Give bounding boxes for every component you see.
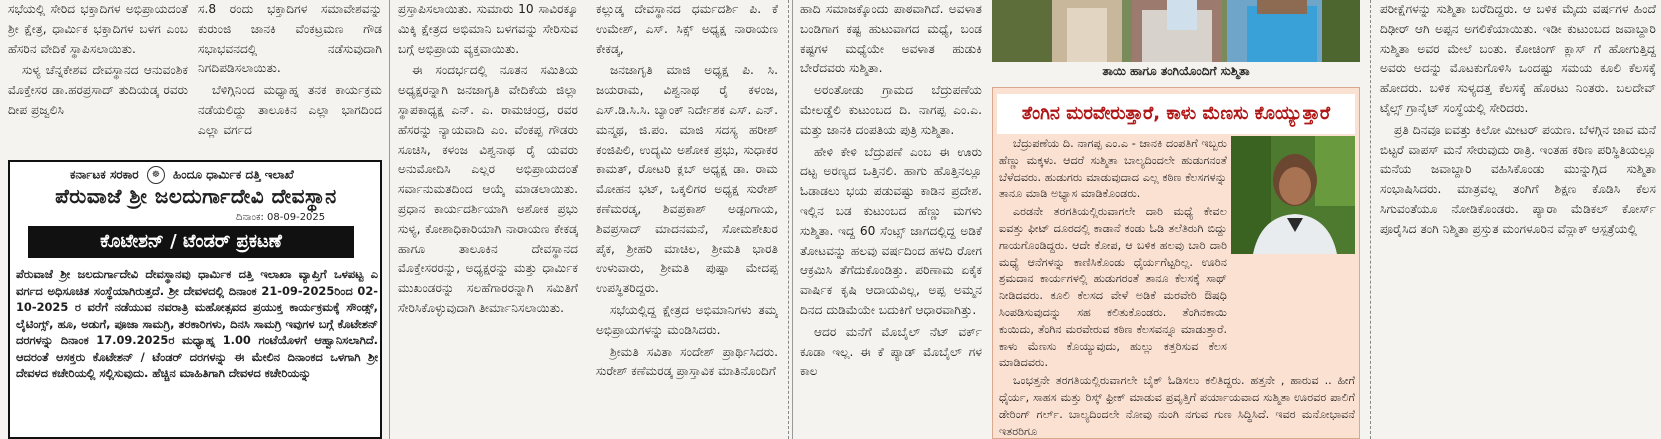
paragraph: ಪ್ರತಿ ದಿನವೂ ಐವತ್ತು ಕಿಲೋ ಮೀಟರ್ ಪಯಣ. ಬೆಳಗ್ಗಿನ ಜಾವ ಮನೆ ಬಿಟ್ಟರೆ ವಾಪಸ್ ಮನೆ ಸೇರುವುದು ರಾತ್ರಿ. ಇಂತಹ ಕಠಿಣ ಪರಿಸ್ಥಿತಿಯಲ್ಲೂ ಮನೆಯ ಜವಾಬ್ದಾರಿ ವಹಿಸಿಕೊಂಡು ಮುನ್ನುಗ್ಗಿದ ಸುಶ್ಮಿತಾ ಸಂಭಾಷಿಸಿದರು. ಮಾತ್ರವಲ್ಲ ತಂಗಿಗೆ ಶಿಕ್ಷಣ ಕೊಡಿಸಿ ಕೆಲಸ ಸಿಗುವಂತೆಯೂ ನೋಡಿಕೊಂಡರು. ಪ್ಯಾರಾ ಮೆಡಿಕಲ್ ಕೋರ್ಸ್ ಪೂರೈಸಿದ ತಂಗಿ ನಿಶ್ಮಿತಾ ಪ್ರಸ್ತುತ ಮಂಗಳೂರಿನ ವೆನ್ಲಾಕ್ ಆಸ್ಪತ್ರೆಯಲ್ಲಿ xyxy=(1380,122,1656,236)
paragraph: ಅರಂತೋಡು ಗ್ರಾಮದ ಬೆದ್ರುಪಣೆಯ ಮೇಲಡ್ಡೆಲಿ ಕುಟುಂಬದ ದಿ. ನಾಗಪ್ಪ ಎಂ.ಎ. ಮತ್ತು ಜಾನಕಿ ದಂಪತಿಯ ಪುತ್ರಿ ಸುಶ್ಮಿತಾ. xyxy=(800,83,982,137)
paragraph: ಸುಳ್ಯ ಚೆನ್ನಕೇಶವ ದೇವಸ್ಥಾನದ ಆನುವಂಶಿಕ ಮೊಕ್ತೇಸರ ಡಾ.ಹರಪ್ರಸಾದ್ ತುದಿಯಡ್ಕ ರವರು ದೀಪ ಪ್ರಜ್ವಲಿಸಿ xyxy=(8,63,188,117)
paragraph: ಕಲ್ಲುಡ್ಕ ದೇವಸ್ಥಾನದ ಧರ್ಮದರ್ಶಿ ಪಿ. ಕೆ ಉಮೇಶ್, ಎಸ್. ಸಿಕ್ಸ್ ಅಧ್ಯಕ್ಷ ನಾರಾಯಣ ಕೇಕಡ್ಕ, xyxy=(596,2,778,56)
paragraph: ಶ್ರೀಮತಿ ಸವಿತಾ ಸಂದೇಶ್ ಪ್ರಾರ್ಥಿಸಿದರು. ಸುರೇಶ್ ಕಣೆಮರಡ್ಕ ಪ್ರಾಸ್ತಾವಿಕ ಮಾತಿನೊಂದಿಗೆ xyxy=(596,344,778,379)
paragraph: ಆದರ ಮನೆಗೆ ಮೊಬೈಲ್ ನೆಟ್ ವರ್ಕ್ ಕೂಡಾ ಇಲ್ಲ. ಈ ಕೆ ಪ್ಯಾಡ್ ಮೊಬೈಲ್ ಗಳ ಕಾಲ xyxy=(800,324,982,379)
paragraph: ಸಭೆಯಲ್ಲಿ ಸೇರಿದ ಭಕ್ತಾದಿಗಳ ಅಭಿಪ್ರಾಯದಂತೆ ಶ್ರೀ ಕ್ಷೇತ್ರ, ಧಾರ್ಮಿಕ ಭಕ್ತಾದಿಗಳ ಬಳಗ ಎಂಬ ಹೆಸರಿನ ವೇದಿಕೆ ಸ್ಥಾಪಿಸಲಾಯಿತು. xyxy=(8,2,188,56)
paragraph: ಸ.8 ರಂದು ಭಕ್ತಾದಿಗಳ ಸಮಾವೇಶವನ್ನು ಕುರುಂಜಿ ಜಾನಕಿ ವೆಂಕಟ್ರಮಣ ಗೌಡ ಸಭಾಭವನದಲ್ಲಿ ನಡೆಸುವುದಾಗಿ ನಿಗದಿಪಡಿಸಲಾಯಿತು. xyxy=(198,2,382,76)
advert-body: ಪೆರುವಾಜೆ ಶ್ರೀ ಜಲದುರ್ಗಾದೇವಿ ದೇವಸ್ಥಾನವು ಧಾರ್ಮಿಕ ದತ್ತಿ ಇಲಾಖಾ ವ್ಯಾಪ್ತಿಗೆ ಒಳಪಟ್ಟ ಎ ವರ್ಗದ ಅಧಿಸೂಚಿತ ಸಂಸ್ಥೆಯಾಗಿರುತ್ತದೆ. ಶ್ರೀ ದೇವಳದಲ್ಲಿ ದಿನಾಂಕ 21-09-2025ರಿಂದ 02-10-2025 ರ ವರೆಗೆ ನಡೆಯುವ ನವರಾತ್ರಿ ಮಹೋತ್ಸವದ ಪ್ರಯುಕ್ತ ಕಾರ್ಯಕ್ರಮಕ್ಕೆ ಸೌಂಡ್ಸ್, ಲೈಟಿಂಗ್ಸ್, ಹೂ, ಅಡುಗೆ, ಪೂಜಾ ಸಾಮಗ್ರಿ, ತರಕಾರಿಗಳು, ದಿನಸಿ ಸಾಮಗ್ರಿ ಇವುಗಳ ಬಗ್ಗೆ ಕೊಟೇಶನ್ ದರಗಳನ್ನು ದಿನಾಂಕ 17.09.2025ರ ಮಧ್ಯಾಹ್ನ 1.00 ಗಂಟೆಯೊಳಗೆ ಆಹ್ವಾನಿಸಲಾಗಿದೆ. ಆದರಂತೆ ಆಸಕ್ತರು ಕೊಟೇಶನ್ / ಟೆಂಡರ್ ದರಗಳನ್ನು ಈ ಮೇಲಿನ ದಿನಾಂಕದ ಒಳಗಾಗಿ ಶ್ರೀ ದೇವಳದ ಕಚೇರಿಯಲ್ಲಿ ಸಲ್ಲಿಸುವುದು. ಹೆಚ್ಚಿನ ಮಾಹಿತಿಗಾಗಿ ದೇವಳದ ಕಚೇರಿಯನ್ನು xyxy=(16,267,378,380)
paragraph: ಪ್ರಸ್ತಾಪಿಸಲಾಯಿತು. ಸುಮಾರು 10 ಸಾವಿರಕ್ಕೂ ಮಿಕ್ಕಿ ಕ್ಷೇತ್ರದ ಅಭಿಮಾನಿ ಬಳಗವನ್ನು ಸೇರಿಸುವ ಬಗ್ಗೆ ಅಭಿಪ್ರಾಯ ವ್ಯಕ್ತವಾಯಿತು. xyxy=(398,2,578,56)
article-column-5 xyxy=(800,0,982,439)
feature-box xyxy=(992,87,1360,439)
department-label: ಹಿಂದೂ ಧಾರ್ಮಿಕ ದತ್ತಿ ಇಲಾಖೆ xyxy=(173,167,294,182)
paragraph: ಸಭೆಯಲ್ಲಿದ್ದ ಕ್ಷೇತ್ರದ ಅಭಿಮಾನಿಗಳು ತಮ್ಮ ಅಭಿಪ್ರಾಯಗಳನ್ನು ಮಂಡಿಸಿದರು. xyxy=(596,302,778,337)
article-column-7 xyxy=(1380,0,1656,439)
paragraph: ಜನಜಾಗೃತಿ ಮಾಜಿ ಅಧ್ಯಕ್ಷ ಪಿ. ಸಿ. ಜಯರಾಮ, ವಿಶ್ವನಾಥ ರೈ ಕಳಂಜ, ಎಸ್.ಡಿ.ಸಿ.ಸಿ. ಬ್ಯಾಂಕ್ ನಿರ್ದೇಶಕ ಎಸ್. ಎನ್. ಮನ್ಮಥ, ಜಿ.ಪಂ. ಮಾಜಿ ಸದಸ್ಯ ಹರೀಶ್ ಕಂಜಿಪಿಲಿ, ಉದ್ಯಮಿ ಅಶೋಕ ಪ್ರಭು, ಸುಧಾಕರ ಕಾಮತ್, ರೋಟರಿ ಕ್ಲಬ್ ಅಧ್ಯಕ್ಷ ಡಾ. ರಾಮ ಮೋಹನ ಭಟ್, ಒಕ್ಕಲಿಗರ ಅಧ್ಯಕ್ಷ ಸುರೇಶ್ ಕಣೆಮರಡ್ಕ, ಶಿವಪ್ರಕಾಶ್ ಅಡ್ಪಂಗಾಯ, ಶಿವಪ್ರಸಾದ್ ಮಾದನಮನೆ, ಸೋಮಶೇಖರ ಪೈಕ, ಶ್ರೀಹರಿ ಮಾಚಿಲ, ಶ್ರೀಮತಿ ಭಾರತಿ ಉಳುವಾರು, ಶ್ರೀಮತಿ ಪುಷ್ಪಾ ಮೇದಪ್ಪ ಉಪಸ್ಥಿತರಿದ್ದರು. xyxy=(596,63,778,296)
govt-label: ಕರ್ನಾಟಕ ಸರಕಾರ xyxy=(70,167,139,182)
advert-header xyxy=(70,166,294,184)
tender-advertisement xyxy=(8,160,382,439)
article-column-4 xyxy=(596,0,778,439)
paragraph: ಹಾದಿ ಸಮಾಜಕ್ಕೊಂದು ಪಾಠವಾಗಿದೆ. ಅವಳಾತ ಬಂಡಿಗಾಗ ಕಷ್ಟ ಹುಟುವಾಗದ ಮಧ್ಯೆ, ಬಂಡ ಕಷ್ಟಗಳ ಮಧ್ಯೆಯೇ ಅವಳಾತ ಹುಡುಕಿ ಬೇರೆದವರು ಸುಶ್ಮಿತಾ. xyxy=(800,2,982,76)
paragraph: ಒಂಭತ್ತನೇ ತರಗತಿಯಲ್ಲಿರುವಾಗಲೇ ಬೈಕ್ ಓಡಿಸಲು ಕಲಿತಿದ್ದರು. ಹತ್ತನೇ , ಹಾರುವ .. ಹೀಗೆ ಧೈರ್ಯ, ಸಾಹಸ ಮತ್ತು ರಿಸ್ಕ್ ಫ್ರೀಕ್ ಮಾಡುವ ಪ್ರವೃತ್ತಿಗೆ ಪರ್ಯಾಯವಾದ ಸುಶ್ಮಿತಾ ಊರವರ ಪಾಲಿಗೆ ಡೇರಿಂಗ್ ಗರ್ಲ್. ಬಾಲ್ಯದಿಂದಲೇ ನೋವು ನುಂಗಿ ನಗುವ ಗುಣ ಸಿದ್ಧಿಸಿದೆ. ಇವರ ಮನೋಭಾವನೆ ಇತರರಿಗೂ xyxy=(999,374,1355,438)
paragraph: ಹೇಳಿ ಕೇಳಿ ಬೆದ್ರುಪಣೆ ಎಂಬ ಈ ಊರು ದಟ್ಟ ಅರಣ್ಯದ ಒತ್ತಿನಲಿ. ಹಾಗು ಹೊತ್ತಿನಲ್ಲೂ ಓಡಾಡಲು ಭಯ ಪಡುವಷ್ಟು ಕಾಡಿನ ಪ್ರದೇಶ. ಇಲ್ಲಿನ ಬಡ ಕುಟುಂಬದ ಹೆಣ್ಣು ಮಗಳು ಸುಶ್ಮಿತಾ. ಇದ್ದ 60 ಸೆಂಟ್ಸ್ ಜಾಗದಲ್ಲಿದ್ದ ಅಡಿಕೆ ತೋಟವನ್ನು ಹಲವು ವರ್ಷದಿಂದ ಹಳದಿ ರೋಗ ಆಕ್ರಮಿಸಿ ತೆಗೆದುಕೊಂಡಿತ್ತು. ಪರಿಣಾಮ ಏಕೈಕ ವಾರ್ಷಿಕ ಕೃಷಿ ಆದಾಯವಿಲ್ಲ, ಅಪ್ಪ ಅಮ್ಮನ ದಿನದ ದುಡಿಮೆಯೇ ಬದುಕಿಗೆ ಆಧಾರವಾಗಿತ್ತು. xyxy=(800,144,982,317)
paragraph: ಎರಡನೇ ತರಗತಿಯಲ್ಲಿರುವಾಗಲೇ ದಾರಿ ಮಧ್ಯೆ ಕೇವಲ ಐವತ್ತು ಫೀಟ್ ದೂರದಲ್ಲಿ ಕಾಡಾನೆ ಕಂಡು ಓಡಿ ತಲೆತಿರುಗಿ ಬಿದ್ದು ಗಾಯಗೊಂಡಿದ್ದರು. ಆದೇ ಕೋಪ, ಆ ಬಳಿಕ ಹಲವು ಬಾರಿ ದಾರಿ ಮಧ್ಯೆ ಆನೆಗಳನ್ನು ಕಾಣಿಸಿಕೊಂಡು ಧೈರ್ಯಗೆಟ್ಟರಿಲ್ಲ. ಊರಿನ ಶ್ರಮದಾನ ಕಾರ್ಯಗಳಲ್ಲಿ ಹುಡುಗರಂತೆ ತಾನೂ ಕೆಲಸಕ್ಕೆ ಸಾಥ್ ನೀಡಿದವರು. ಕೂಲಿ ಕೆಲಸದ ವೇಳೆ ಅಡಿಕೆ ಮರವೇರಿ ಔಷಧಿ ಸಿಂಪಡಿಸುವುದನ್ನು ಸಹ ಕಲಿತುಕೊಂಡರು. ತೆಂಗಿನಕಾಯಿ ಕುಯಿದು, ತೆಂಗಿನ ಮರವೇರುವ ಕಠಿಣ ಕೆಲಸವನ್ನೂ ಮಾಡುತ್ತಾರೆ. ಕಾಳು ಮೆಣಸು ಕೊಯ್ಯುವುದು, ಹುಲ್ಲು ಕತ್ತರಿಸುವ ಕೆಲಸ ಮಾಡಿದವರು. xyxy=(999,205,1227,370)
paragraph: ಈ ಸಂದರ್ಭದಲ್ಲಿ ನೂತನ ಸಮಿತಿಯ ಅಧ್ಯಕ್ಷರನ್ನಾಗಿ ಜನಜಾಗೃತಿ ವೇದಿಕೆಯ ಜಿಲ್ಲಾ ಸ್ಥಾಪಕಾಧ್ಯಕ್ಷ ಎನ್. ಎ. ರಾಮಚಂದ್ರ, ರವರ ಹೆಸರನ್ನು ನ್ಯಾಯವಾದಿ ಎಂ. ವೆಂಕಪ್ಪ ಗೌಡರು ಸೂಚಿಸಿ, ಕಳಂಜ ವಿಶ್ವನಾಥ ರೈ ಯವರು ಅನುಮೋದಿಸಿ ಎಲ್ಲರ ಅಭಿಪ್ರಾಯದಂತೆ ಸರ್ವಾನುಮತದಿಂದ ಆಯ್ಕೆ ಮಾಡಲಾಯಿತು. ಪ್ರಧಾನ ಕಾರ್ಯದರ್ಶಿಯಾಗಿ ಅಶೋಕ ಪ್ರಭು ಸುಳ್ಯ, ಕೋಶಾಧಿಕಾರಿಯಾಗಿ ನಾರಾಯಣ ಕೇಕಡ್ಕ ಹಾಗೂ ತಾಲೂಕಿನ ದೇವಸ್ಥಾನದ ಮೊಕ್ತೇಸರರನ್ನು, ಅಧ್ಯಕ್ಷರನ್ನು ಮತ್ತು ಧಾರ್ಮಿಕ ಮುಖಂಡರನ್ನು ಸಲಹೆಗಾರರನ್ನಾಗಿ ಸಮಿತಿಗೆ ಸೇರಿಸಿಕೊಳ್ಳುವುದಾಗಿ ತೀರ್ಮಾನಿಸಲಾಯಿತು. xyxy=(398,63,578,315)
column-divider xyxy=(792,0,793,439)
column-divider xyxy=(788,0,789,439)
feature-headline: ತೆಂಗಿನ ಮರವೇರುತ್ತಾರೆ, ಕಾಳು ಮೆಣಸು ಕೊಯ್ಯುತ್ತಾರೆ xyxy=(997,94,1355,134)
article-column-3 xyxy=(398,0,578,439)
column-divider xyxy=(389,0,390,439)
advert-date: ದಿನಾಂಕ: 08-09-2025 xyxy=(236,212,326,223)
notice-banner: ಕೊಟೇಶನ್ / ಟೆಂಡರ್ ಪ್ರಕಟಣೆ xyxy=(28,226,354,258)
column-divider xyxy=(1370,0,1371,439)
photo-caption: ತಾಯಿ ಹಾಗೂ ತಂಗಿಯೊಂದಿಗೆ ಸುಶ್ಮಿತಾ xyxy=(1102,64,1250,78)
temple-name: ಪೆರುವಾಜೆ ಶ್ರೀ ಜಲದುರ್ಗಾದೇವಿ ದೇವಸ್ಥಾನ xyxy=(55,184,337,208)
emblem-icon: ☸ xyxy=(147,166,165,184)
paragraph: ಬೆಳಿಗ್ಗಿನಿಂದ ಮಧ್ಯಾಹ್ನ ತನಕ ಕಾರ್ಯಕ್ರಮ ನಡೆಯಲಿದ್ದು ತಾಲೂಕಿನ ಎಲ್ಲಾ ಭಾಗದಿಂದ ಎಲ್ಲಾ ವರ್ಗದ xyxy=(198,83,382,137)
paragraph: ಬೆದ್ರುಪಣೆಯ ದಿ. ನಾಗಪ್ಪ ಎಂ.ಎ - ಜಾನಕಿ ದಂಪತಿಗೆ ಇಬ್ಬರು ಹೆಣ್ಣು ಮಕ್ಕಳು. ಆದರೆ ಸುಶ್ಮಿತಾ ಬಾಲ್ಯದಿಂದಲೇ ಹುಡುಗನಂತೆ ಬೆಳೆದವರು. ಹುಡುಗರು ಮಾಡುವುದಾದ ಎಲ್ಲ ಕಠಿಣ ಕೆಲಸಗಳನ್ನು ತಾನೂ ಮಾಡಿ ಅಭ್ಯಾಸ ಮಾಡಿಕೊಂಡರು. xyxy=(999,137,1227,201)
feature-text xyxy=(999,136,1355,439)
family-photo xyxy=(992,0,1360,62)
paragraph: ಪರೀಕ್ಷೆಗಳನ್ನು ಸುಶ್ಮಿತಾ ಬರೆದಿದ್ದರು. ಆ ಬಳಿಕ ಮೈದು ವರ್ಷಗಳ ಹಿಂದೆ ದಿಢೀರ್ ಆಗಿ ಅಪ್ಪನ ಅಗಲಿಕೆಯಾಯಿತು. ಇಡೀ ಕುಟುಂಬದ ಜವಾಬ್ದಾರಿ ಸುಶ್ಮಿತಾ ಅವರ ಮೇಲೆ ಬಂತು. ಕೋಚಿಂಗ್ ಕ್ಲಾಸ್ ಗೆ ಹೋಗುತ್ತಿದ್ದ ಅವರು ಅದನ್ನು ಮೊಟಕುಗೊಳಿಸಿ ಒಂದಷ್ಟು ಸಮಯ ಕೂಲಿ ಕೆಲಸಕ್ಕೆ ಹೋದರು. ಬಳಿಕ ಸುಳ್ಯದತ್ತ ಕೆಲಸಕ್ಕೆ ಹೊರಟು ನಿಂತರು. ಬಲದೇವ್ ಟೈಲ್ಸ್ ಗ್ರಾನೈಟ್ ಸಂಸ್ಥೆಯಲ್ಲಿ ಸೇರಿದರು. xyxy=(1380,2,1656,115)
